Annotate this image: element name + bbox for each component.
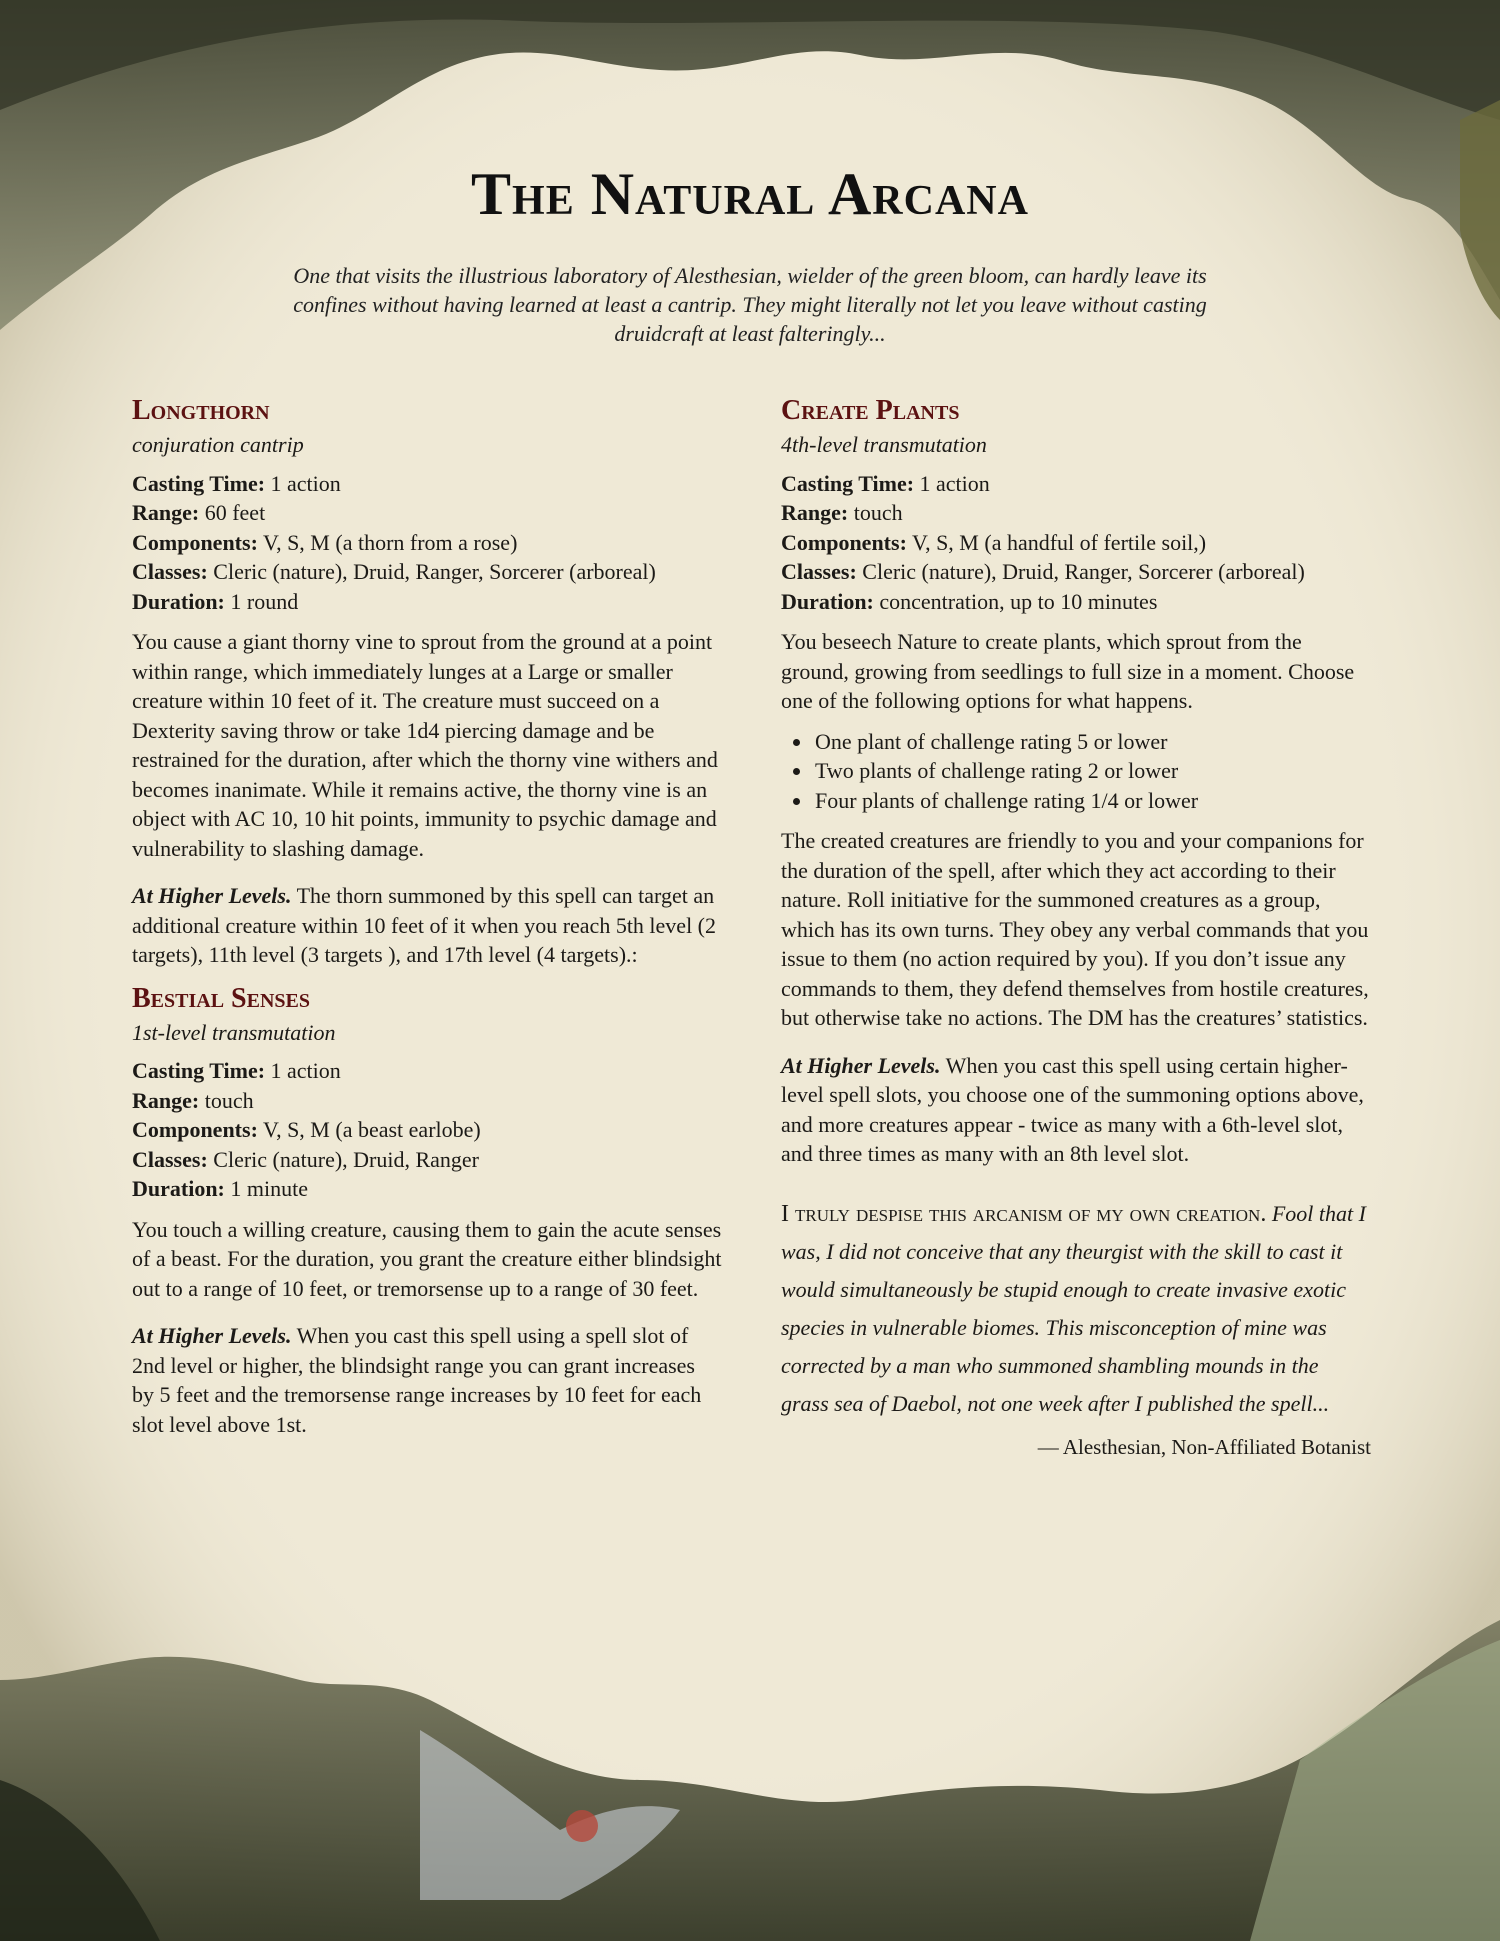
higher-levels-text: The thorn summoned by this spell can target an additional creature within 10 feet of it when you reach 5th level (2 targets), 11th level (3 targets ), and 17th level (4 targets).: xyxy=(132,883,717,967)
stat-label: Duration: xyxy=(132,588,225,614)
stat-value: V, S, M (a beast earlobe) xyxy=(263,1117,481,1142)
higher-levels-text: When you cast this spell using a spell slot of 2nd level or higher, the blindsight range you can grant increases by 5 feet and the tremorsense range increases by 10 feet for each slot level above 1st. xyxy=(132,1323,702,1437)
stat-label: Casting Time: xyxy=(132,1058,266,1083)
stat-label: Range: xyxy=(781,500,849,525)
stat-label: Classes: xyxy=(132,559,208,584)
stat-value: 1 round xyxy=(230,588,299,614)
left-column xyxy=(132,394,722,1439)
stat-value: Cleric (nature), Druid, Ranger, Sorcerer (arboreal) xyxy=(862,559,1305,584)
stat-range xyxy=(132,498,722,528)
spell-bestial-senses xyxy=(132,982,722,1440)
intro-text: One that visits the illustrious laboratory of Alesthesian, wielder of the green bloom, can hardly leave its confines without having learned at least a cantrip. They might literally not let you leave without casting druidcraft at least falteringly... xyxy=(293,263,1207,346)
stat-value: 1 action xyxy=(270,1058,341,1083)
stat-label: Casting Time: xyxy=(132,470,266,496)
stat-classes xyxy=(132,1145,722,1175)
stat-casting-time xyxy=(132,1056,722,1086)
summon-options-list xyxy=(781,727,1371,816)
higher-levels xyxy=(781,1051,1371,1169)
stat-components xyxy=(132,528,722,558)
quote-lead: I truly despise this arcanism of my own creation. xyxy=(781,1200,1267,1227)
spell-description-continued: The created creatures are friendly to you and your companions for the duration of the spell, after which they act according to their nature. Roll initiative for the summoned creatures as a group, which has its own turns. They obey any verbal commands that you issue to them (no action required by you). If you don’t issue any commands to them, they defend themselves from hostile creatures, but otherwise take no actions. The DM has the creatures’ statistics. xyxy=(781,828,1369,1030)
higher-levels-label: At Higher Levels. xyxy=(132,883,292,908)
page-title: The Natural Arcana xyxy=(471,161,1029,227)
stat-value: 1 action xyxy=(919,470,990,496)
higher-levels-label: At Higher Levels. xyxy=(781,1052,941,1078)
stat-components xyxy=(132,1115,722,1145)
stat-casting-time xyxy=(132,469,722,499)
higher-levels xyxy=(132,1321,722,1439)
stat-value: 60 feet xyxy=(204,500,266,525)
stat-range xyxy=(132,1086,722,1116)
stat-range xyxy=(781,498,1371,528)
stat-value: V, S, M (a thorn from a rose) xyxy=(263,529,518,555)
stat-label: Classes: xyxy=(132,1146,208,1172)
higher-levels-label: At Higher Levels. xyxy=(132,1323,292,1348)
stat-value: 1 action xyxy=(270,470,341,496)
stat-components xyxy=(781,528,1371,558)
higher-levels xyxy=(132,881,722,970)
stat-value: 1 minute xyxy=(230,1176,308,1201)
stat-value: concentration, up to 10 minutes xyxy=(879,588,1158,614)
stat-label: Range: xyxy=(132,1087,200,1113)
stat-duration xyxy=(132,1174,722,1204)
stat-casting-time xyxy=(781,469,1371,499)
stat-label: Classes: xyxy=(781,559,857,584)
spell-longthorn xyxy=(132,394,722,970)
stat-label: Duration: xyxy=(132,1176,225,1201)
quote-body: Fool that I was, I did not conceive that any theurgist with the skill to cast it would simultaneously be stupid enough to create invasive exotic species in vulnerable biomes. This misconception of mine was corrected by a man who summoned shambling mounds in the grass sea of Daebol, not one week after I published the spell... xyxy=(781,1200,1366,1416)
stat-duration xyxy=(781,587,1371,617)
stat-label: Duration: xyxy=(781,588,874,614)
list-item: • Two plants of challenge rating 2 or lower xyxy=(813,756,1371,786)
stat-label: Components: xyxy=(132,529,258,555)
stat-duration xyxy=(132,587,722,617)
stat-classes xyxy=(132,557,722,587)
spell-school: conjuration cantrip xyxy=(132,432,304,457)
spell-school: 4th-level transmutation xyxy=(781,432,987,457)
spell-title: Longthorn xyxy=(132,395,270,426)
quote-attribution: — Alesthesian, Non-Affiliated Botanist xyxy=(1037,1434,1371,1459)
spell-school: 1st-level transmutation xyxy=(132,1019,336,1045)
stat-value: touch xyxy=(853,500,903,525)
stat-label: Range: xyxy=(132,500,200,525)
spell-description: You touch a willing creature, causing them to gain the acute senses of a beast. For the duration, you grant the creature either blindsight out to a range of 10 feet, or tremorsense up to a range of 30 feet. xyxy=(132,1216,722,1301)
stat-classes xyxy=(781,557,1371,587)
spell-title: Create Plants xyxy=(781,395,960,426)
stat-label: Components: xyxy=(781,529,907,555)
stat-value: touch xyxy=(204,1087,254,1113)
stat-value: V, S, M (a handful of fertile soil,) xyxy=(912,529,1207,555)
spell-description: You beseech Nature to create plants, which sprout from the ground, growing from seedlings to full size in a moment. Choose one of the following options for what happens. xyxy=(781,629,1355,713)
spell-description: You cause a giant thorny vine to sprout from the ground at a point within range, which immediately lunges at a Large or smaller creature within 10 feet of it. The creature must succeed on a Dexterity saving throw or take 1d4 piercing damage and be restrained for the duration, after which the thorny vine withers and becomes inanimate. While it remains active, the thorny vine is an object with AC 10, 10 hit points, immunity to psychic damage and vulnerability to slashing damage. xyxy=(132,629,718,861)
list-item: • Four plants of challenge rating 1/4 or lower xyxy=(813,786,1371,816)
flavor-quote xyxy=(781,1195,1371,1423)
list-item: • One plant of challenge rating 5 or lower xyxy=(813,727,1371,757)
stat-label: Casting Time: xyxy=(781,470,915,496)
spell-title: Bestial Senses xyxy=(132,982,310,1014)
right-column xyxy=(781,394,1371,1462)
stat-label: Components: xyxy=(132,1117,258,1142)
stat-value: Cleric (nature), Druid, Ranger xyxy=(213,1146,480,1172)
spell-create-plants xyxy=(781,394,1371,1169)
stat-value: Cleric (nature), Druid, Ranger, Sorcerer (arboreal) xyxy=(213,559,656,584)
higher-levels-text: When you cast this spell using certain higher-level spell slots, you choose one of the summoning options above, and more creatures appear - twice as many with a 6th-level slot, and three times as many with an 8th level slot. xyxy=(781,1052,1364,1166)
